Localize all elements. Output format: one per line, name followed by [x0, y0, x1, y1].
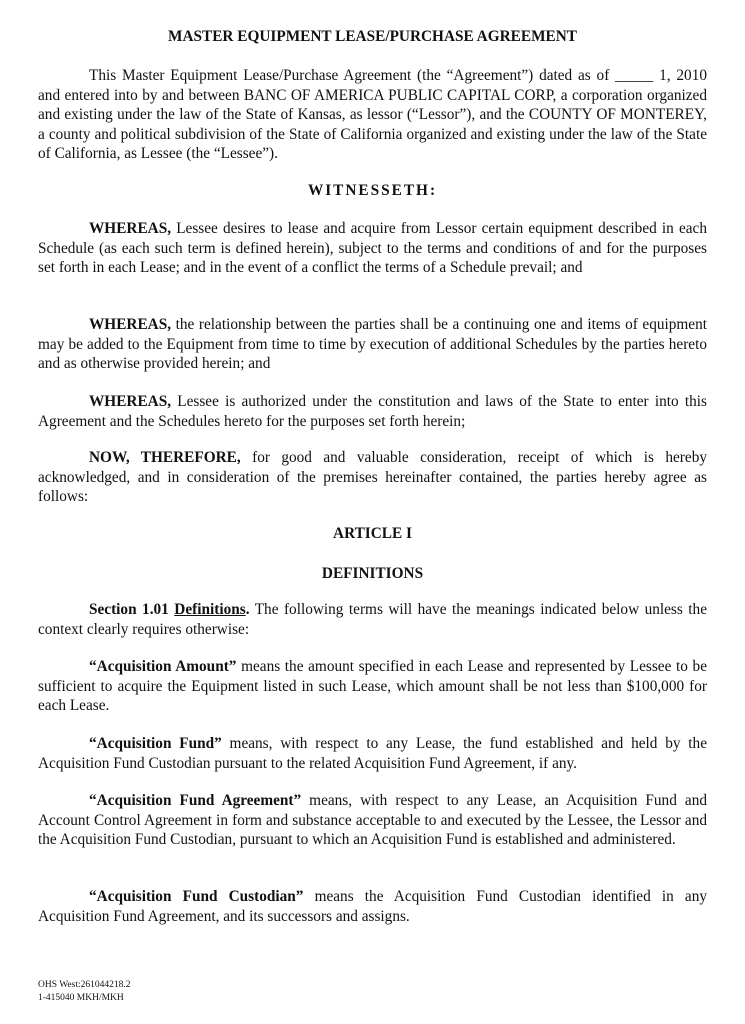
whereas-lead: WHEREAS, — [89, 220, 172, 237]
definition-term: “Acquisition Fund” — [89, 735, 222, 752]
whereas-text: Lessee is authorized under the constitution and laws of the State to enter into this Agreement and the Schedules hereto for the purposes set forth herein; — [38, 393, 707, 430]
now-therefore-lead: NOW, THEREFORE, — [89, 449, 241, 466]
definition-term: “Acquisition Fund Custodian” — [89, 888, 304, 905]
footer-matter-id: 1-415040 MKH/MKH — [38, 993, 124, 1003]
section-number: Section 1.01 — [89, 601, 169, 618]
whereas-paragraph-3 — [38, 392, 707, 431]
section-heading: Definitions — [174, 601, 246, 618]
definition-acquisition-fund — [38, 734, 707, 773]
definition-acquisition-fund-agreement — [38, 791, 707, 850]
whereas-text: the relationship between the parties shall be a continuing one and items of equipment may be added to the Equipment from time to time by execution of additional Schedules by the parties hereto and as otherwise provided herein; and — [38, 316, 707, 373]
definition-term: “Acquisition Fund Agreement” — [89, 792, 302, 809]
definition-text: means, with respect to any Lease, an Acquisition Fund and Account Control Agreement in form and substance acceptable to and executed by the Lessee, the Lessor and the Acquisition Fund Custodian, pursuant to which an Acquisition Fund is established and administered. — [38, 792, 707, 849]
definition-text: means the Acquisition Fund Custodian identified in any Acquisition Fund Agreement, and its successors and assigns. — [38, 888, 708, 925]
now-therefore-text: for good and valuable consideration, receipt of which is hereby acknowledged, and in consideration of the premises hereinafter contained, the parties hereby agree as follows: — [38, 449, 707, 506]
definition-acquisition-amount — [38, 657, 707, 716]
whereas-lead: WHEREAS, — [89, 316, 172, 333]
now-therefore-paragraph — [38, 448, 707, 507]
whereas-paragraph-2 — [38, 315, 707, 374]
whereas-text: Lessee desires to lease and acquire from Lessor certain equipment described in each Schedule (as each such term is defined herein), subject to the terms and conditions of and for the purposes set forth in each Lease; and in the event of a conflict the terms of a Schedule prevail; and — [38, 220, 707, 277]
definition-term: “Acquisition Amount” — [89, 658, 237, 675]
section-1-01-paragraph — [38, 600, 707, 639]
whereas-lead: WHEREAS, — [89, 393, 172, 410]
footer-doc-id: OHS West:261044218.2 — [38, 980, 131, 990]
article-heading: ARTICLE I — [333, 525, 412, 542]
document-title: MASTER EQUIPMENT LEASE/PURCHASE AGREEMENT — [168, 28, 577, 45]
definition-acquisition-fund-custodian — [38, 887, 707, 926]
whereas-paragraph-1 — [38, 219, 707, 278]
article-title: DEFINITIONS — [321, 565, 424, 582]
witnesseth-heading: WITNESSETH: — [307, 182, 438, 199]
section-text: The following terms will have the meanings indicated below unless the context clearly requires otherwise: — [38, 601, 707, 638]
intro-paragraph: This Master Equipment Lease/Purchase Agreement (the “Agreement”) dated as of _____ 1, 2010 and entered into by and between BANC OF AMERICA PUBLIC CAPITAL CORP, a corporation organized and existing under the law of the State of Kansas, as lessor (“Lessor”), and the COUNTY OF MONTEREY, a county and political subdivision of the State of California organized and existing under the law of the State of California, as Lessee (the “Lessee”). — [38, 67, 707, 163]
definition-text: means, with respect to any Lease, the fund established and held by the Acquisition Fund Custodian pursuant to the related Acquisition Fund Agreement, if any. — [38, 735, 707, 772]
definition-text: means the amount specified in each Lease and represented by Lessee to be sufficient to acquire the Equipment listed in such Lease, which amount shall be not less than $100,000 for each Lease. — [38, 658, 707, 715]
section-period: . — [245, 601, 250, 618]
